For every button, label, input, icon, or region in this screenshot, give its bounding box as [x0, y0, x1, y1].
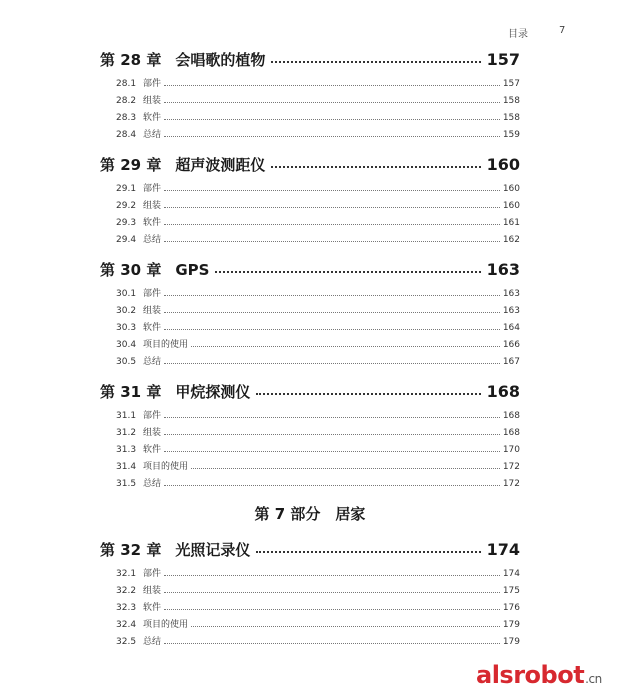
section-number: 28.3	[116, 113, 137, 123]
dot-leader	[164, 329, 500, 330]
watermark-tld: .cn	[585, 672, 602, 686]
section-title: 组装	[143, 586, 162, 596]
section-number: 31.2	[116, 428, 137, 438]
section-page: 176	[502, 603, 520, 613]
section-title: 软件	[143, 603, 162, 613]
chapter-number: 第 31 章	[100, 383, 162, 401]
dot-leader	[164, 451, 500, 452]
section-number: 30.4	[116, 340, 137, 350]
running-header-page-number: 7	[559, 25, 566, 36]
chapter-number: 第 30 章	[100, 261, 162, 279]
section-number: 28.2	[116, 96, 137, 106]
chapter-title: 会唱歌的植物	[175, 51, 266, 69]
dot-leader	[164, 485, 500, 486]
section-entry	[100, 583, 520, 600]
section-entry	[100, 181, 520, 198]
dot-leader	[164, 295, 500, 296]
dot-leader	[164, 119, 500, 120]
section-number: 29.2	[116, 201, 137, 211]
section-entry	[100, 566, 520, 583]
section-title: 部件	[143, 411, 162, 421]
section-page: 168	[502, 428, 520, 438]
section-page: 160	[502, 201, 520, 211]
table-of-contents	[100, 49, 520, 661]
section-entry	[100, 232, 520, 249]
chapter-title: 光照记录仪	[175, 541, 251, 559]
section-page: 167	[502, 357, 520, 367]
dot-leader	[164, 417, 500, 418]
section-title: 部件	[143, 184, 162, 194]
section-title: 软件	[143, 323, 162, 333]
section-entry	[100, 93, 520, 110]
section-entry	[100, 76, 520, 93]
section-title: 总结	[143, 235, 162, 245]
dot-leader	[164, 643, 500, 644]
section-entry	[100, 459, 520, 476]
dot-leader	[164, 363, 500, 364]
section-entry	[100, 110, 520, 127]
dot-leader	[164, 85, 500, 86]
section-title: 总结	[143, 637, 162, 647]
dot-leader	[164, 207, 500, 208]
section-title: 软件	[143, 445, 162, 455]
section-page: 179	[502, 637, 520, 647]
chapter-title: 甲烷探测仪	[175, 383, 251, 401]
chapter-title: 超声波测距仪	[175, 156, 266, 174]
part-heading: 第 7 部分 居家	[254, 505, 366, 523]
section-title: 项目的使用	[143, 620, 189, 630]
chapter-group	[100, 539, 520, 651]
section-number: 30.5	[116, 357, 137, 367]
section-page: 159	[502, 130, 520, 140]
chapter-number: 第 29 章	[100, 156, 162, 174]
section-page: 172	[502, 462, 520, 472]
dot-leader	[164, 609, 500, 610]
section-page: 170	[502, 445, 520, 455]
watermark-logo	[476, 661, 602, 689]
section-page: 162	[502, 235, 520, 245]
section-entry	[100, 617, 520, 634]
section-page: 158	[502, 96, 520, 106]
section-page: 157	[502, 79, 520, 89]
chapter-page: 157	[486, 50, 520, 69]
chapter-group	[100, 154, 520, 249]
section-page: 160	[502, 184, 520, 194]
section-entry	[100, 198, 520, 215]
chapter-heading	[100, 539, 520, 562]
section-number: 31.3	[116, 445, 137, 455]
section-entry	[100, 320, 520, 337]
section-page: 179	[502, 620, 520, 630]
section-number: 28.1	[116, 79, 137, 89]
chapter-page: 160	[486, 155, 520, 174]
chapter-group	[100, 49, 520, 144]
dot-leader	[271, 166, 480, 168]
section-number: 31.5	[116, 479, 137, 489]
dot-leader	[191, 468, 500, 469]
section-title: 总结	[143, 130, 162, 140]
section-title: 软件	[143, 218, 162, 228]
section-title: 部件	[143, 569, 162, 579]
section-number: 30.1	[116, 289, 137, 299]
chapter-title: GPS	[175, 261, 210, 279]
section-number: 29.1	[116, 184, 137, 194]
section-entry	[100, 476, 520, 493]
section-entry	[100, 127, 520, 144]
section-number: 28.4	[116, 130, 137, 140]
section-title: 组装	[143, 306, 162, 316]
dot-leader	[164, 136, 500, 137]
chapter-heading	[100, 49, 520, 72]
section-entry	[100, 337, 520, 354]
section-page: 163	[502, 306, 520, 316]
section-page: 168	[502, 411, 520, 421]
chapter-group	[100, 381, 520, 493]
section-entry	[100, 215, 520, 232]
dot-leader	[164, 592, 500, 593]
section-page: 174	[502, 569, 520, 579]
section-number: 30.2	[116, 306, 137, 316]
section-entry	[100, 634, 520, 651]
running-header-section: 目录	[508, 29, 528, 40]
section-entry	[100, 600, 520, 617]
section-number: 31.4	[116, 462, 137, 472]
dot-leader	[164, 434, 500, 435]
watermark-name: alsrobot	[476, 661, 585, 689]
section-entry	[100, 442, 520, 459]
section-number: 32.2	[116, 586, 137, 596]
dot-leader	[164, 190, 500, 191]
section-number: 29.3	[116, 218, 137, 228]
chapter-number: 第 32 章	[100, 541, 162, 559]
chapter-page: 168	[486, 382, 520, 401]
chapter-page: 174	[486, 540, 520, 559]
chapter-heading	[100, 259, 520, 282]
section-page: 172	[502, 479, 520, 489]
toc-chapters	[100, 49, 520, 493]
toc-chapters-after-part	[100, 539, 520, 651]
section-page: 166	[502, 340, 520, 350]
section-number: 32.4	[116, 620, 137, 630]
section-title: 项目的使用	[143, 340, 189, 350]
dot-leader	[164, 224, 500, 225]
dot-leader	[191, 626, 500, 627]
chapter-group	[100, 259, 520, 371]
section-number: 32.3	[116, 603, 137, 613]
section-title: 项目的使用	[143, 462, 189, 472]
dot-leader	[164, 575, 500, 576]
section-number: 32.1	[116, 569, 137, 579]
section-number: 31.1	[116, 411, 137, 421]
dot-leader	[215, 271, 480, 273]
section-number: 29.4	[116, 235, 137, 245]
section-page: 163	[502, 289, 520, 299]
dot-leader	[256, 551, 480, 553]
dot-leader	[256, 393, 480, 395]
section-page: 161	[502, 218, 520, 228]
section-page: 164	[502, 323, 520, 333]
dot-leader	[191, 346, 500, 347]
dot-leader	[271, 61, 480, 63]
section-entry	[100, 408, 520, 425]
dot-leader	[164, 102, 500, 103]
section-entry	[100, 354, 520, 371]
section-title: 组装	[143, 428, 162, 438]
section-title: 部件	[143, 289, 162, 299]
section-title: 软件	[143, 113, 162, 123]
section-entry	[100, 425, 520, 442]
chapter-page: 163	[486, 260, 520, 279]
section-title: 部件	[143, 79, 162, 89]
section-entry	[100, 286, 520, 303]
section-title: 总结	[143, 479, 162, 489]
chapter-heading	[100, 381, 520, 404]
section-title: 总结	[143, 357, 162, 367]
section-page: 158	[502, 113, 520, 123]
chapter-number: 第 28 章	[100, 51, 162, 69]
section-title: 组装	[143, 201, 162, 211]
dot-leader	[164, 241, 500, 242]
section-number: 30.3	[116, 323, 137, 333]
section-number: 32.5	[116, 637, 137, 647]
dot-leader	[164, 312, 500, 313]
section-title: 组装	[143, 96, 162, 106]
chapter-heading	[100, 154, 520, 177]
section-entry	[100, 303, 520, 320]
section-page: 175	[502, 586, 520, 596]
